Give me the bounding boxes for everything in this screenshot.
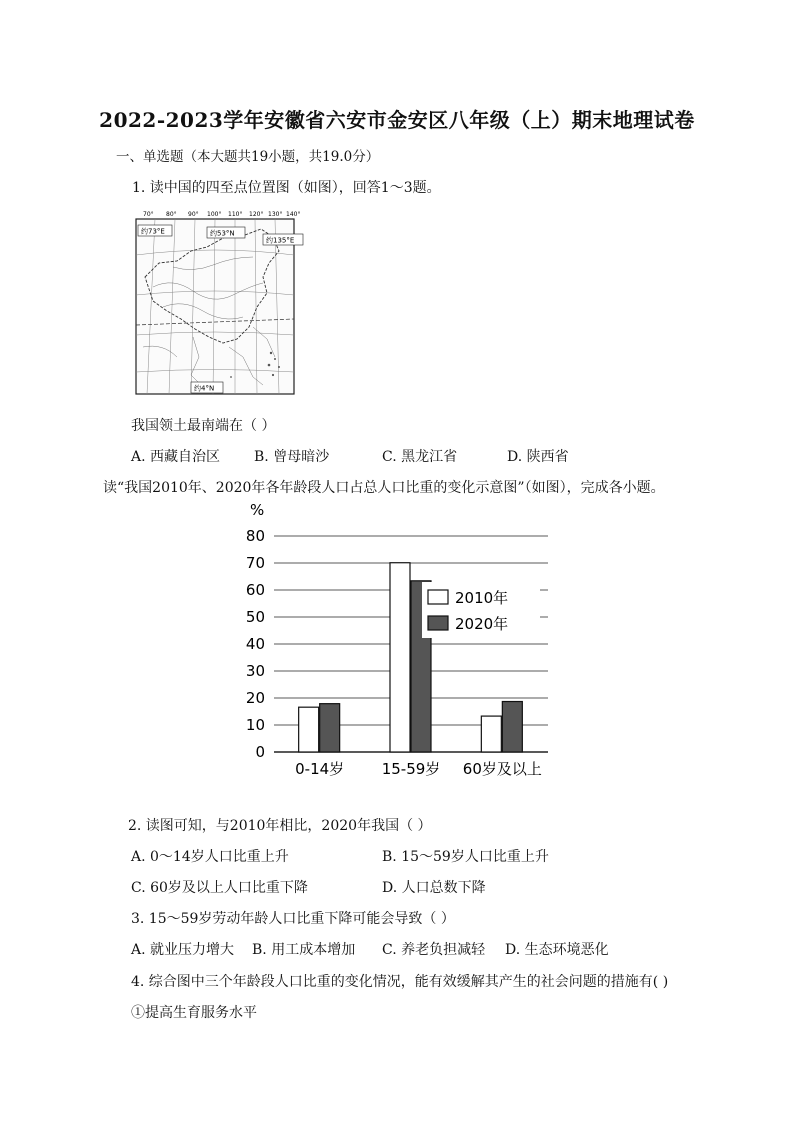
q3-option-b: B. 用工成本增加: [252, 942, 356, 958]
label-south: 约4°N: [194, 384, 215, 393]
population-chart: [232, 498, 562, 788]
y-axis-unit: %: [250, 501, 265, 519]
q2-option-d: D. 人口总数下降: [382, 880, 486, 896]
y-tick-label: 10: [245, 716, 265, 734]
bar-2010年: [390, 563, 410, 752]
y-tick-label: 50: [245, 608, 265, 626]
y-tick-label: 20: [245, 689, 265, 707]
y-tick-label: 0: [255, 743, 265, 761]
chart-intro: 读“我国2010年、2020年各年龄段人口占总人口比重的变化示意图”（如图），完成各小题。: [103, 480, 665, 496]
lon-tick: 80°: [166, 211, 177, 218]
q1-option-b: B. 曾母暗沙: [254, 449, 330, 465]
q3-option-d: D. 生态环境恶化: [505, 942, 609, 958]
legend-label: 2020年: [455, 615, 509, 633]
chart-svg: [232, 498, 562, 788]
q3-stem: 3. 15～59岁劳动年龄人口比重下降可能会导致（ ）: [131, 911, 455, 927]
q2-option-a: A. 0～14岁人口比重上升: [131, 849, 289, 865]
legend-swatch-2020年: [428, 616, 448, 630]
legend-label: 2010年: [455, 589, 509, 607]
q2-stem: 2. 读图可知，与2010年相比，2020年我国（ ）: [128, 818, 432, 834]
bar-2010年: [299, 707, 319, 752]
section-heading: 一、单选题（本大题共19小题，共19.0分）: [116, 149, 380, 165]
lon-tick: 120°: [249, 211, 264, 218]
bar-2020年: [502, 702, 522, 752]
y-tick-label: 40: [245, 635, 265, 653]
lon-tick: 110°: [228, 211, 243, 218]
q2-option-c: C. 60岁及以上人口比重下降: [131, 880, 308, 896]
x-tick-label: 0-14岁: [295, 760, 345, 778]
q1-question: 我国领土最南端在（ ）: [131, 418, 276, 434]
q4-stem: 4. 综合图中三个年龄段人口比重的变化情况，能有效缓解其产生的社会问题的措施有( ): [131, 974, 669, 990]
label-west: 约73°E: [141, 227, 165, 236]
lon-tick: 90°: [188, 211, 199, 218]
y-tick-label: 30: [245, 662, 265, 680]
x-tick-label: 15-59岁: [381, 760, 441, 778]
page-title: 2022-2023学年安徽省六安市金安区八年级（上）期末地理试卷: [99, 108, 695, 132]
y-tick-label: 80: [245, 527, 265, 545]
q1-option-a: A. 西藏自治区: [131, 449, 221, 465]
map-figure: [133, 207, 305, 397]
y-tick-label: 70: [245, 554, 265, 572]
q3-option-a: A. 就业压力增大: [131, 942, 235, 958]
q1-option-c: C. 黑龙江省: [382, 449, 458, 465]
x-tick-label: 60岁及以上: [462, 760, 542, 778]
q1-stem: 1. 读中国的四至点位置图（如图），回答1～3题。: [132, 180, 441, 196]
bar-2010年: [481, 716, 501, 752]
y-tick-label: 60: [245, 581, 265, 599]
q4-item-1: ①提高生育服务水平: [131, 1005, 257, 1021]
label-north: 约53°N: [210, 229, 235, 238]
bar-2020年: [320, 704, 340, 752]
label-east: 约135°E: [266, 236, 295, 245]
q2-option-b: B. 15～59岁人口比重上升: [382, 849, 549, 865]
lon-tick: 70°: [143, 211, 154, 218]
lon-tick: 130°: [268, 211, 283, 218]
legend-swatch-2010年: [428, 590, 448, 604]
q1-option-d: D. 陕西省: [507, 449, 569, 465]
lon-tick: 100°: [207, 211, 222, 218]
china-extreme-points-map: [133, 207, 305, 397]
lon-tick: 140°: [286, 211, 301, 218]
q3-option-c: C. 养老负担减轻: [382, 942, 486, 958]
